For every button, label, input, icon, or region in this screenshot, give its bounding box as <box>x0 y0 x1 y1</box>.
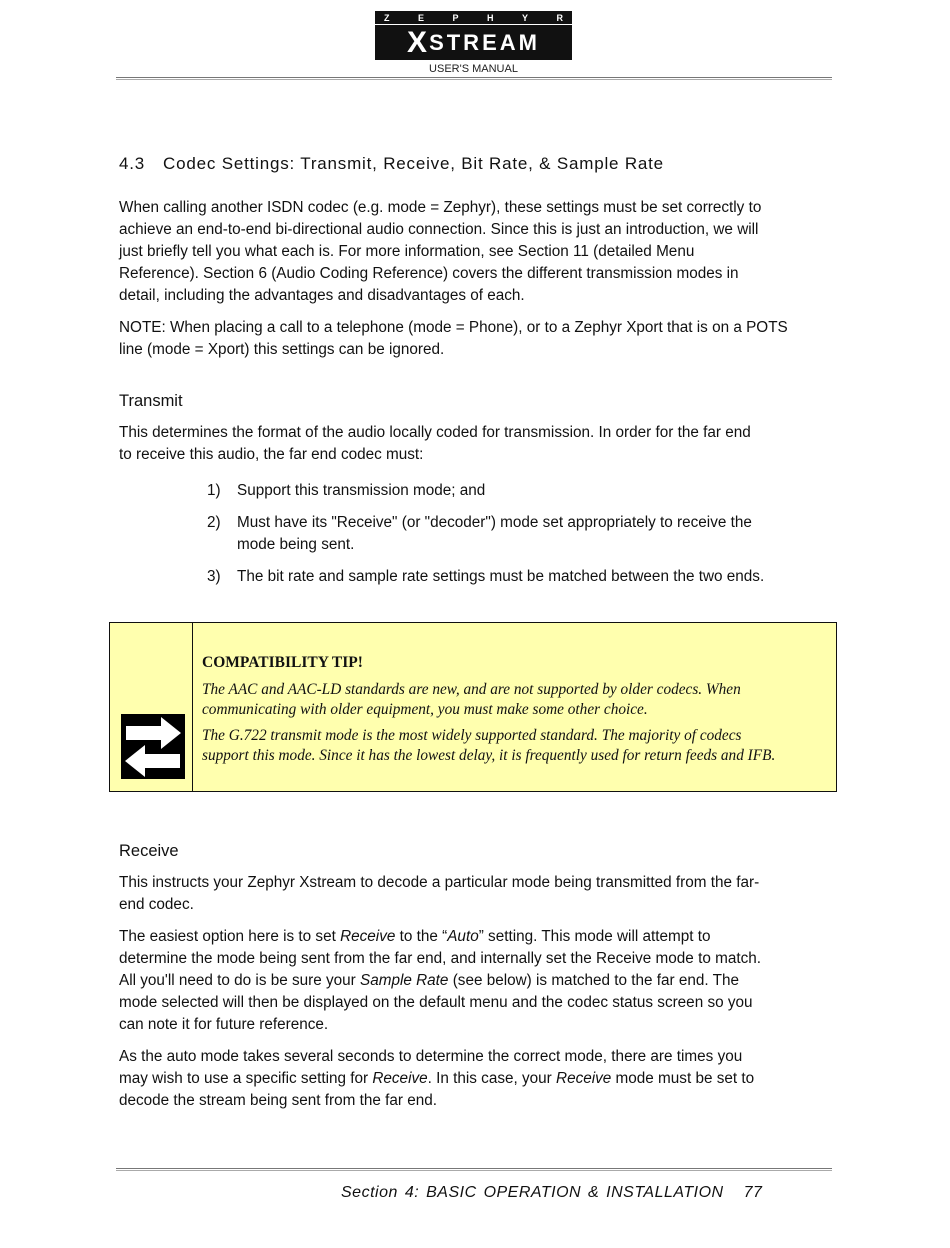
text-run-italic: Receive <box>372 1070 428 1087</box>
logo-xstream-word <box>375 26 572 60</box>
text-run: All you'll need to do is be sure your <box>119 972 361 989</box>
text-run: The easiest option here is to set <box>119 928 341 945</box>
header-rule <box>116 77 832 80</box>
text-line: The G.722 transmit mode is the most widely supported standard. The majority of codecs <box>202 727 742 744</box>
text-run-italic: Auto <box>447 928 479 945</box>
transmit-paragraph <box>119 422 834 466</box>
text-line: NOTE: When placing a call to a telephone (mode = Phone), or to a Zephyr Xport that is on a POTS <box>119 319 788 336</box>
text-line: When calling another ISDN codec (e.g. mode = Zephyr), these settings must be set correctly to <box>119 199 762 216</box>
zephyr-xstream-logo <box>375 11 572 60</box>
tip-paragraph <box>202 680 830 720</box>
text-line: communicating with older equipment, you must make some other choice. <box>202 701 648 718</box>
text-run: ” setting. This mode will attempt to <box>478 928 711 945</box>
logo-letter: Y <box>521 12 528 23</box>
list-item <box>207 480 827 502</box>
text-line: achieve an end-to-end bi-directional audio connection. Since this is just an introduction, we will <box>119 221 759 238</box>
logo-letter: R <box>556 12 563 23</box>
text-line: mode selected will then be displayed on the default menu and the codec status screen so you <box>119 994 753 1011</box>
text-run: mode must be set to <box>611 1070 755 1087</box>
list-number: 1) <box>207 482 221 499</box>
text-line <box>119 926 834 948</box>
tip-divider <box>192 623 193 791</box>
logo-stream: STREAM <box>429 30 540 55</box>
text-run-italic: Receive <box>556 1070 612 1087</box>
swap-arrows-icon <box>121 714 185 779</box>
text-line: decode the stream being sent from the far end. <box>119 1092 438 1109</box>
text-line: end codec. <box>119 896 194 913</box>
logo-letter: H <box>486 12 494 23</box>
text-line: This instructs your Zephyr Xstream to decode a particular mode being transmitted from the far- <box>119 874 760 891</box>
text-run: (see below) is matched to the far end. The <box>448 972 739 989</box>
text-line: Support this transmission mode; and <box>237 482 486 499</box>
text-line: can note it for future reference. <box>119 1016 329 1033</box>
text-line: mode being sent. <box>237 536 355 553</box>
text-line: just briefly tell you what each is. For more information, see Section 11 (detailed Menu <box>119 243 695 260</box>
text-line: As the auto mode takes several seconds to determine the correct mode, there are times you <box>119 1048 743 1065</box>
text-line: The bit rate and sample rate settings must be matched between the two ends. <box>237 568 765 585</box>
receive-paragraph <box>119 872 834 916</box>
list-item <box>207 512 827 556</box>
page-footer <box>341 1184 762 1202</box>
logo-letter: P <box>452 12 459 23</box>
tip-title: COMPATIBILITY TIP! <box>202 654 363 671</box>
footer-rule <box>116 1168 832 1171</box>
transmit-heading: Transmit <box>119 392 183 410</box>
footer-section-label: Section 4: BASIC OPERATION & INSTALLATION <box>341 1184 724 1201</box>
receive-heading: Receive <box>119 842 179 860</box>
tip-paragraph <box>202 726 830 766</box>
text-run: to the “ <box>395 928 448 945</box>
text-line: to receive this audio, the far end codec must: <box>119 446 424 463</box>
receive-specific-paragraph <box>119 1046 834 1112</box>
text-line: line (mode = Xport) this settings can be ignored. <box>119 341 445 358</box>
text-line: Must have its "Receive" (or "decoder") mode set appropriately to receive the <box>237 514 752 531</box>
text-run: may wish to use a specific setting for <box>119 1070 373 1087</box>
text-run-italic: Receive <box>340 928 396 945</box>
section-heading <box>119 154 664 174</box>
logo-zephyr-letters <box>375 11 572 25</box>
text-line: This determines the format of the audio locally coded for transmission. In order for the far end <box>119 424 751 441</box>
users-manual-label: USER'S MANUAL <box>429 63 518 75</box>
list-number: 2) <box>207 514 221 531</box>
list-number: 3) <box>207 568 221 585</box>
logo-x: X <box>407 26 428 59</box>
logo-letter: Z <box>384 12 390 23</box>
compatibility-tip-box <box>109 622 837 792</box>
section-number: 4.3 <box>119 154 146 173</box>
page-number: 77 <box>743 1184 763 1201</box>
text-line <box>119 1068 834 1090</box>
text-run: . In this case, your <box>427 1070 557 1087</box>
text-line <box>119 970 834 992</box>
section-title: Codec Settings: Transmit, Receive, Bit Rate, & Sample Rate <box>163 154 664 173</box>
text-line: support this mode. Since it has the lowest delay, it is frequently used for return feeds and IFB. <box>202 747 776 764</box>
logo-letter: E <box>417 12 424 23</box>
text-run-italic: Sample Rate <box>360 972 449 989</box>
text-line: detail, including the advantages and disadvantages of each. <box>119 287 525 304</box>
note-paragraph <box>119 317 834 361</box>
list-item <box>207 566 827 588</box>
receive-auto-paragraph <box>119 926 834 1036</box>
intro-paragraph <box>119 197 834 307</box>
text-line: Reference). Section 6 (Audio Coding Reference) covers the different transmission modes in <box>119 265 739 282</box>
text-line: determine the mode being sent from the far end, and internally set the Receive mode to match. <box>119 950 761 967</box>
text-line: The AAC and AAC-LD standards are new, and are not supported by older codecs. When <box>202 681 741 698</box>
